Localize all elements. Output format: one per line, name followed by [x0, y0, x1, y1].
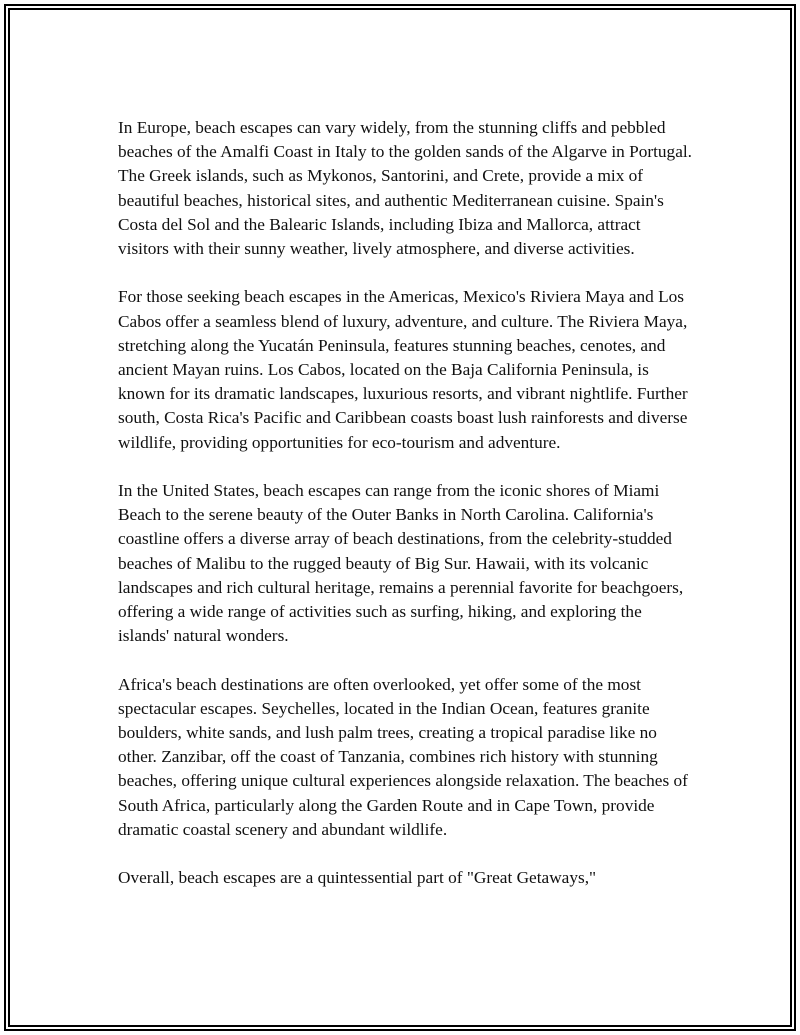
document-body: [118, 116, 692, 915]
paragraph-united-states: In the United States, beach escapes can range from the iconic shores of Miami Beach to the serene beauty of the Outer Banks in North Carolina. California's coastline offers a diverse array of beach destinations, from the celebrity-studded beaches of Malibu to the rugged beauty of Big Sur. Hawaii, with its volcanic landscapes and rich cultural heritage, remains a perennial favorite for beachgoers, offering a wide range of activities such as surfing, hiking, and exploring the islands' natural wonders.: [118, 481, 684, 646]
paragraph-americas: For those seeking beach escapes in the Americas, Mexico's Riviera Maya and Los Cabos offer a seamless blend of luxury, adventure, and culture. The Riviera Maya, stretching along the Yucatán Peninsula, features stunning beaches, cenotes, and ancient Mayan ruins. Los Cabos, located on the Baja California Peninsula, is known for its dramatic landscapes, luxurious resorts, and vibrant nightlife. Further south, Costa Rica's Pacific and Caribbean coasts boast lush rainforests and diverse wildlife, providing opportunities for eco-tourism and adventure.: [118, 287, 688, 452]
paragraph-africa: Africa's beach destinations are often overlooked, yet offer some of the most spectacular escapes. Seychelles, located in the Indian Ocean, features granite boulders, white sands, and lush palm trees, creating a tropical paradise like no other. Zanzibar, off the coast of Tanzania, combines rich history with stunning beaches, offering unique cultural experiences alongside relaxation. The beaches of South Africa, particularly along the Garden Route and in Cape Town, provide dramatic coastal scenery and abundant wildlife.: [118, 674, 688, 839]
paragraph-europe: In Europe, beach escapes can vary widely, from the stunning cliffs and pebbled beaches of the Amalfi Coast in Italy to the golden sands of the Algarve in Portugal. The Greek islands, such as Mykonos, Santorini, and Crete, provide a mix of beautiful beaches, historical sites, and authentic Mediterranean cuisine. Spain's Costa del Sol and the Balearic Islands, including Ibiza and Mallorca, attract visitors with their sunny weather, lively atmosphere, and diverse activities.: [118, 118, 692, 259]
paragraph-overall: Overall, beach escapes are a quintessential part of "Great Getaways,": [118, 868, 597, 888]
